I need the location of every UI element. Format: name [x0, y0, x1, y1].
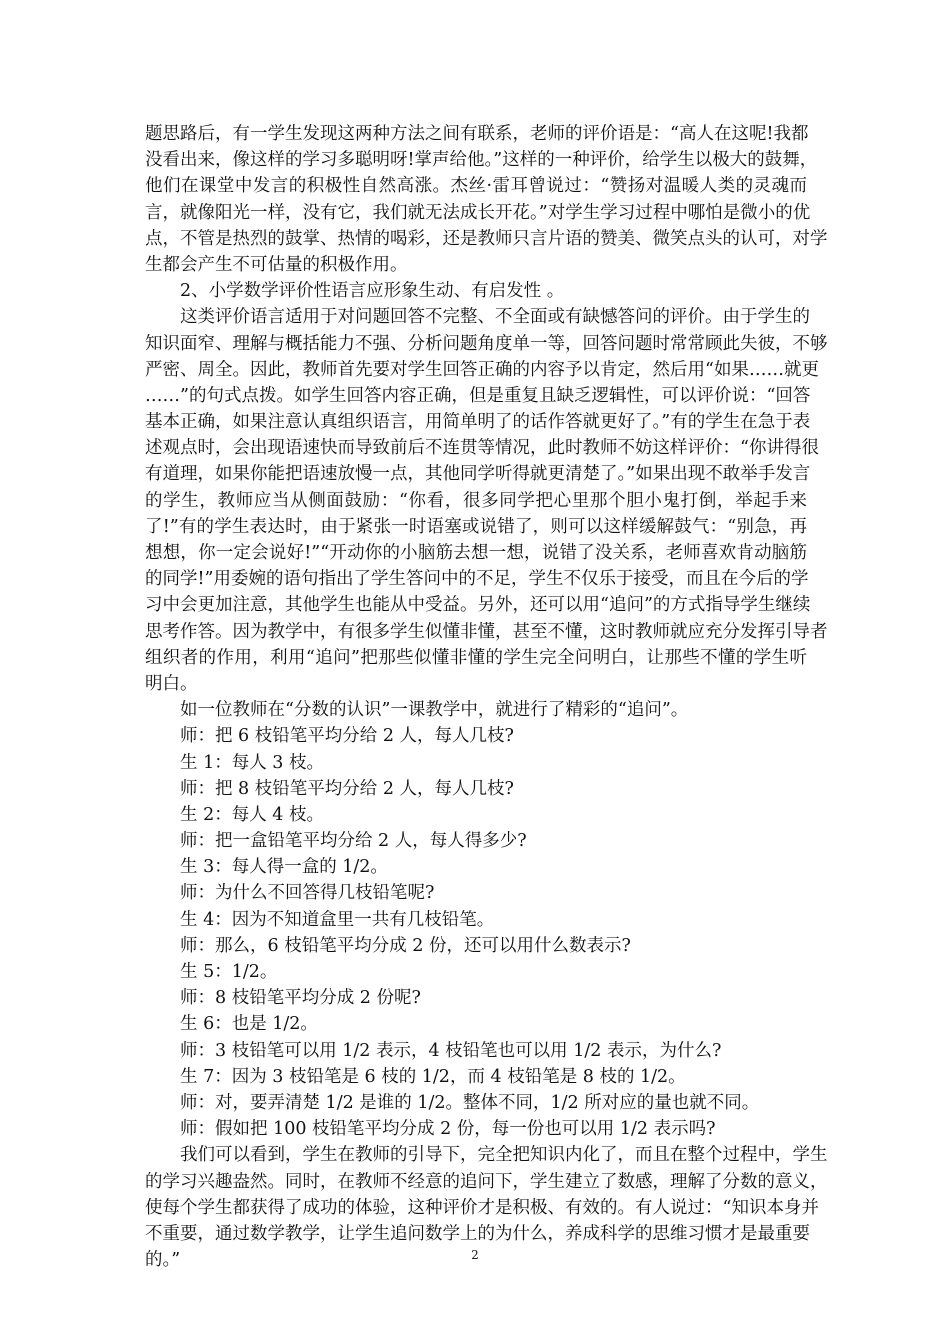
text-line: 师：那么，6 枝铅笔平均分成 2 份，还可以用什么数表示? [145, 935, 631, 956]
text-line: 师：假如把 100 枝铅笔平均分成 2 份，每一份也可以用 1/2 表示吗? [145, 1119, 716, 1140]
text-line: 生 1：每人 3 枝。 [145, 752, 324, 773]
text-line: 的学生，教师应当从侧面鼓励：“你看，很多同学把心里那个胆小鬼打倒，举起手来 [145, 490, 807, 511]
text-line: 想想，你一定会说好!”“开动你的小脑筋去想一想，说错了没关系，老师喜欢肯动脑筋 [145, 543, 807, 563]
text-line: 思考作答。因为教学中，有很多学生似懂非懂，甚至不懂，这时教师就应充分发挥引导者 [145, 621, 828, 642]
text-line: 组织者的作用，利用“追问”把那些似懂非懂的学生完全问明白，让那些不懂的学生听 [145, 647, 807, 668]
text-line: 基本正确，如果注意认真组织语言，用简单明了的话作答就更好了。”有的学生在急于表 [145, 412, 811, 433]
text-line: 言，就像阳光一样，没有它，我们就无法成长开花。”对学生学习过程中哪怕是微小的优 [145, 202, 811, 223]
text-line: 严密、周全。因此，教师首先要对学生回答正确的内容予以肯定，然后用“如果……就更 [145, 359, 819, 380]
text-line: 有道理，如果你能把语速放慢一点，其他同学听得就更清楚了。”如果出现不敢举手发言 [145, 464, 811, 485]
text-line: 师：把一盒铅笔平均分给 2 人，每人得多少? [145, 831, 527, 852]
text-line: 没看出来，像这样的学习多聪明呀!掌声给他。”这样的一种评价，给学生以极大的鼓舞， [145, 150, 818, 171]
text-line: 知识面窄、理解与概括能力不强、分析问题角度单一等，回答问题时常常顾此失彼，不够 [145, 333, 828, 354]
text-line: 明白。 [145, 673, 198, 694]
text-line: 点，不管是热烈的鼓掌、热情的喝彩，还是教师只言片语的赞美、微笑点头的认可，对学 [145, 228, 828, 249]
text-line: 生 4：因为不知道盒里一共有几枝铅笔。 [145, 909, 495, 930]
text-line: 生 6：也是 1/2。 [145, 1014, 318, 1035]
text-line: 不重要，通过数学教学，让学生追问数学上的为什么，养成科学的思维习惯才是最重要 [145, 1223, 810, 1244]
text-line: 题思路后，有一学生发现这两种方法之间有联系，老师的评价语是：“高人在这呢!我都 [145, 124, 809, 144]
text-line: 的同学!”用委婉的语句指出了学生答问中的不足，学生不仅乐于接受，而且在今后的学 [145, 569, 809, 590]
text-line: 的学习兴趣盎然。同时，在教师不经意的追问下，学生建立了数感，理解了分数的意义， [145, 1171, 828, 1192]
text-line: 这类评价语言适用于对问题回答不完整、不全面或有缺憾答问的评价。由于学生的 [145, 307, 810, 328]
text-line: 生都会产生不可估量的积极作用。 [145, 254, 408, 275]
text-line: 2、小学数学评价性语言应形象生动、有启发性 。 [145, 281, 565, 302]
text-line: 的。” [145, 1250, 181, 1271]
text-line: 师：3 枝铅笔可以用 1/2 表示，4 枝铅笔也可以用 1/2 表示，为什么? [145, 1040, 722, 1061]
text-line: 师：8 枝铅笔平均分成 2 份呢? [145, 988, 421, 1009]
text-line: ……”的句式点拨。如学生回答内容正确，但是重复且缺乏逻辑性，可以评价说：“回答 [145, 385, 811, 406]
text-line: 师：对，要弄清楚 1/2 是谁的 1/2。整体不同，1/2 所对应的量也就不同。 [145, 1092, 760, 1113]
page-number: 2 [471, 1248, 479, 1262]
text-line: 习中会更加注意，其他学生也能从中受益。另外，还可以用“追问”的方式指导学生继续 [145, 595, 811, 616]
text-line: 如一位教师在“分数的认识”一课教学中，就进行了精彩的“追问”。 [145, 700, 689, 721]
text-line: 师：为什么不回答得几枝铅笔呢? [145, 883, 435, 904]
text-line: 生 5：1/2。 [145, 962, 278, 982]
text-line: 述观点时，会出现语速快而导致前后不连贯等情况，此时教师不妨这样评价：“你讲得很 [145, 438, 819, 459]
text-line: 了!”有的学生表达时，由于紧张一时语塞或说错了，则可以这样缓解鼓气：“别急，再 [145, 516, 807, 537]
text-line: 师：把 6 枝铅笔平均分给 2 人，每人几枝? [145, 726, 514, 747]
text-line: 我们可以看到，学生在教师的引导下，完全把知识内化了，而且在整个过程中，学生 [145, 1145, 828, 1166]
text-line: 生 3：每人得一盒的 1/2。 [145, 857, 388, 878]
text-line: 生 7：因为 3 枝铅笔是 6 枝的 1/2，而 4 枝铅笔是 8 枝的 1/2。 [145, 1066, 686, 1087]
document-body [145, 121, 828, 1273]
text-line: 师：把 8 枝铅笔平均分给 2 人，每人几枝? [145, 778, 514, 799]
text-line: 生 2：每人 4 枝。 [145, 804, 324, 825]
text-line: 使每个学生都获得了成功的体验，这种评价才是积极、有效的。有人说过：“知识本身并 [145, 1197, 819, 1218]
text-line: 他们在课堂中发言的积极性自然高涨。杰丝·雷耳曾说过：“赞扬对温暖人类的灵魂而 [145, 176, 807, 197]
